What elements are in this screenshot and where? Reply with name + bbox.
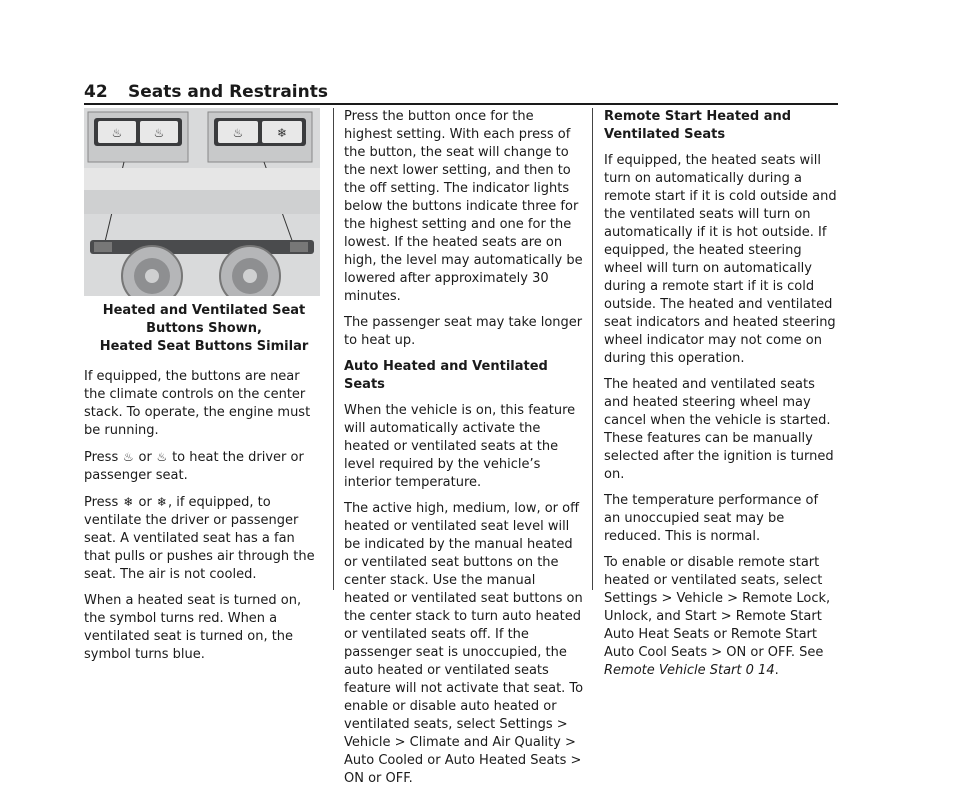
ventilated-seat-passenger-icon: ❄ (156, 495, 167, 509)
page-number: 42 (84, 82, 108, 102)
paragraph-text: to heat the driver or passenger seat. (84, 450, 304, 483)
subheading: Auto Heated and Ventilated Seats (344, 359, 548, 392)
svg-text:♨: ♨ (111, 126, 123, 140)
paragraph-text: or (134, 450, 156, 465)
column-2 (344, 108, 584, 796)
paragraph (604, 554, 838, 680)
paragraph: If equipped, the buttons are near the climate controls on the center stack. To operate, the engine must be running. (84, 369, 311, 438)
svg-text:♨: ♨ (232, 126, 244, 140)
section-title: Seats and Restraints (128, 82, 328, 102)
column-divider (333, 108, 334, 590)
paragraph (84, 493, 324, 584)
paragraph-text: Press (84, 495, 123, 510)
paragraph: When the vehicle is on, this feature will automatically activate the heated or ventilated seats at the level required by the vehicle’s interior temperature. (344, 403, 576, 490)
paragraph: The passenger seat may take longer to heat up. (344, 315, 583, 348)
paragraph (84, 448, 324, 485)
heated-seat-driver-icon: ♨ (122, 450, 134, 464)
paragraph: The temperature performance of an unoccupied seat may be reduced. This is normal. (604, 493, 819, 544)
column-1 (84, 108, 324, 672)
paragraph: When a heated seat is turned on, the symbol turns red. When a ventilated seat is turned on, the symbol turns blue. (84, 593, 302, 662)
paragraph: Press the button once for the highest setting. With each press of the button, the seat will change to the next lower setting, and then to the off setting. The indicator lights below the buttons indicate three for the highest setting and one for the lowest. If the heated seats are on high, the level may automatically be lowered after approximately 30 minutes. (344, 109, 583, 304)
seat-buttons-illustration (84, 108, 320, 296)
column-3 (604, 108, 838, 688)
paragraph-text: . (774, 663, 779, 678)
paragraph: If equipped, the heated seats will turn on automatically during a remote start if it is cold outside and the ventilated seats will turn on automatically if it is hot outside. If equipped, the heated steering wheel will turn on automatically during a remote start if it is cold outside. The heated and ventilated seat indicators and heated steering wheel indicator may not come on during this operation. (604, 153, 837, 366)
ventilated-seat-driver-icon: ❄ (123, 495, 134, 509)
subheading: Remote Start Heated and Ventilated Seats (604, 109, 792, 142)
svg-text:♨: ♨ (153, 126, 165, 140)
heated-seat-passenger-icon: ♨ (156, 450, 168, 464)
figure-caption-line-1: Heated and Ventilated Seat Buttons Shown, (102, 303, 306, 336)
cross-reference-link[interactable]: Remote Vehicle Start (604, 663, 742, 678)
header-rule (84, 103, 838, 105)
paragraph-text: , if equipped, to ventilate the driver or passenger seat. A ventilated seat has a fan that pulls or pushes air through the seat. The air is not cooled. (84, 495, 315, 582)
paragraph: The active high, medium, low, or off heated or ventilated seat level will be indicated by the manual heated or ventilated seat buttons on the center stack. Use the manual heated or ventilated seat buttons on the center stack to turn auto heated or ventilated seats off. If the passenger seat is unoccupied, the auto heated or ventilated seats feature will not activate that seat. To enable or disable auto heated or ventilated seats, select Settings > Vehicle > Climate and Air Quality > Auto Cooled or Auto Heated Seats > ON or OFF. (344, 501, 584, 786)
figure-caption-line-2: Heated Seat Buttons Similar (99, 339, 309, 354)
column-divider (592, 108, 593, 590)
svg-text:❄: ❄ (276, 126, 288, 140)
page-header (84, 82, 838, 104)
paragraph: The heated and ventilated seats and heated steering wheel may cancel when the vehicle is started. These features can be manually selected after the ignition is turned on. (604, 377, 834, 482)
paragraph-text: Press (84, 450, 123, 465)
paragraph-text: or (134, 495, 156, 510)
paragraph-text: To enable or disable remote start heated or ventilated seats, select Settings > Vehicle > Remote Lock, Unlock, and Start > Remote Start Auto Heat Seats or Remote Start Auto Cool Seats > ON or OFF. See (604, 555, 831, 660)
reference-arrow-icon[interactable]: 0 14 (745, 663, 775, 678)
figure-caption (84, 302, 324, 356)
